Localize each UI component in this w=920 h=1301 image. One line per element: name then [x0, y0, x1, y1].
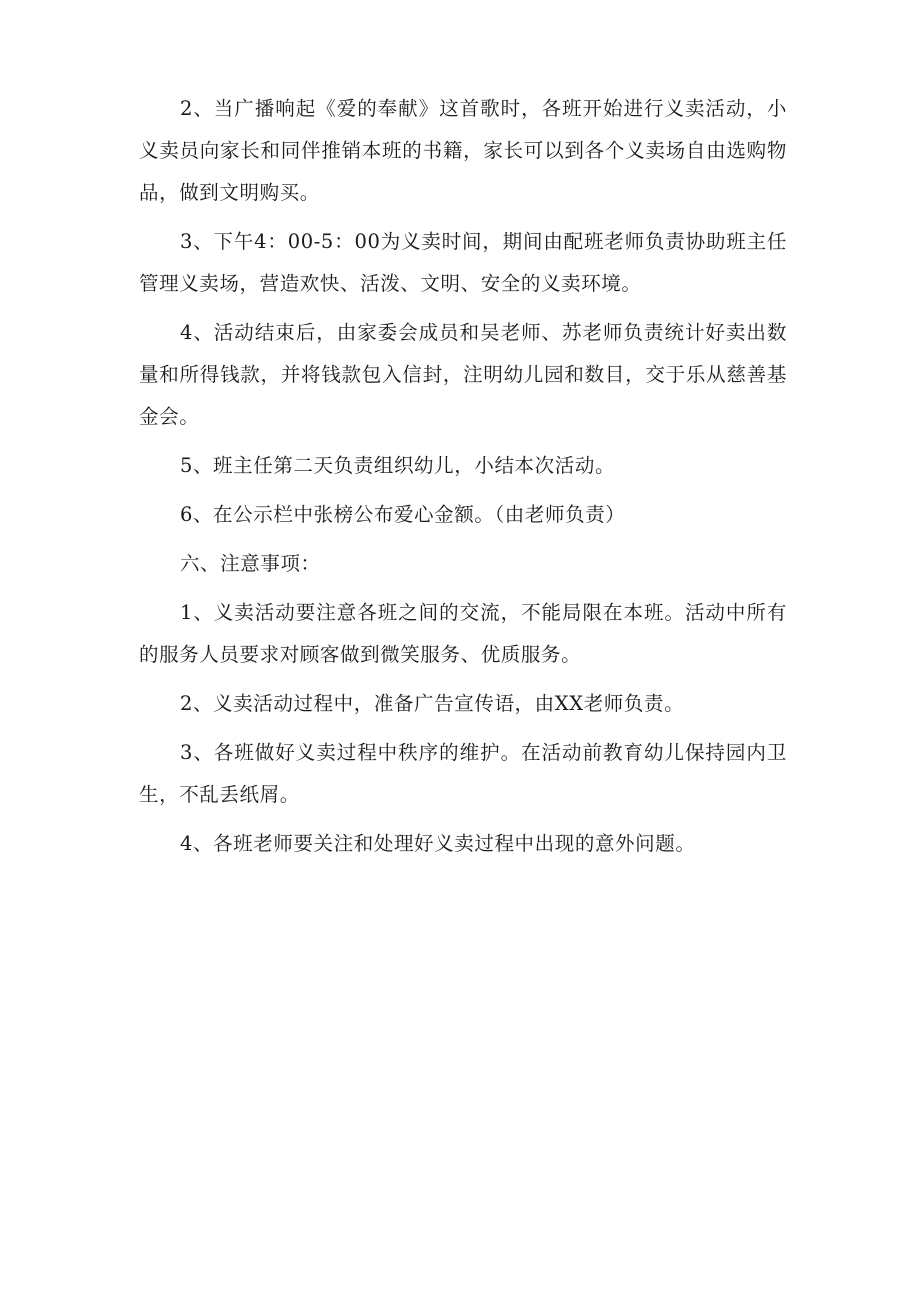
paragraph-note-communication: 1、义卖活动要注意各班之间的交流，不能局限在本班。活动中所有的服务人员要求对顾客做到微笑服务、优质服务。: [139, 601, 787, 666]
document-body: [139, 88, 787, 872]
paragraph-publish-amount: 6、在公示栏中张榜公布爱心金额。（由老师负责）: [179, 503, 626, 526]
paragraph-note-accidents: 4、各班老师要关注和处理好义卖过程中出现的意外问题。: [179, 832, 696, 855]
section-heading-notes: 六、注意事项：: [179, 552, 321, 575]
paragraph-sale-time: 3、下午4：00-5：00为义卖时间，期间由配班老师负责协助班主任管理义卖场，营造欢快、活泼、文明、安全的义卖环境。: [139, 230, 787, 295]
paragraph-note-order: 3、各班做好义卖过程中秩序的维护。在活动前教育幼儿保持园内卫生，不乱丢纸屑。: [139, 741, 787, 806]
paragraph-sale-start: 2、当广播响起《爱的奉献》这首歌时，各班开始进行义卖活动，小义卖员向家长和同伴推销本班的书籍，家长可以到各个义卖场自由选购物品，做到文明购买。: [139, 97, 787, 204]
paragraph-note-slogan: 2、义卖活动过程中，准备广告宣传语，由XX老师负责。: [179, 692, 685, 715]
paragraph-next-day-summary: 5、班主任第二天负责组织幼儿，小结本次活动。: [179, 454, 616, 477]
paragraph-after-activity: 4、活动结束后，由家委会成员和吴老师、苏老师负责统计好卖出数量和所得钱款，并将钱款包入信封，注明幼儿园和数目，交于乐从慈善基金会。: [139, 321, 787, 428]
